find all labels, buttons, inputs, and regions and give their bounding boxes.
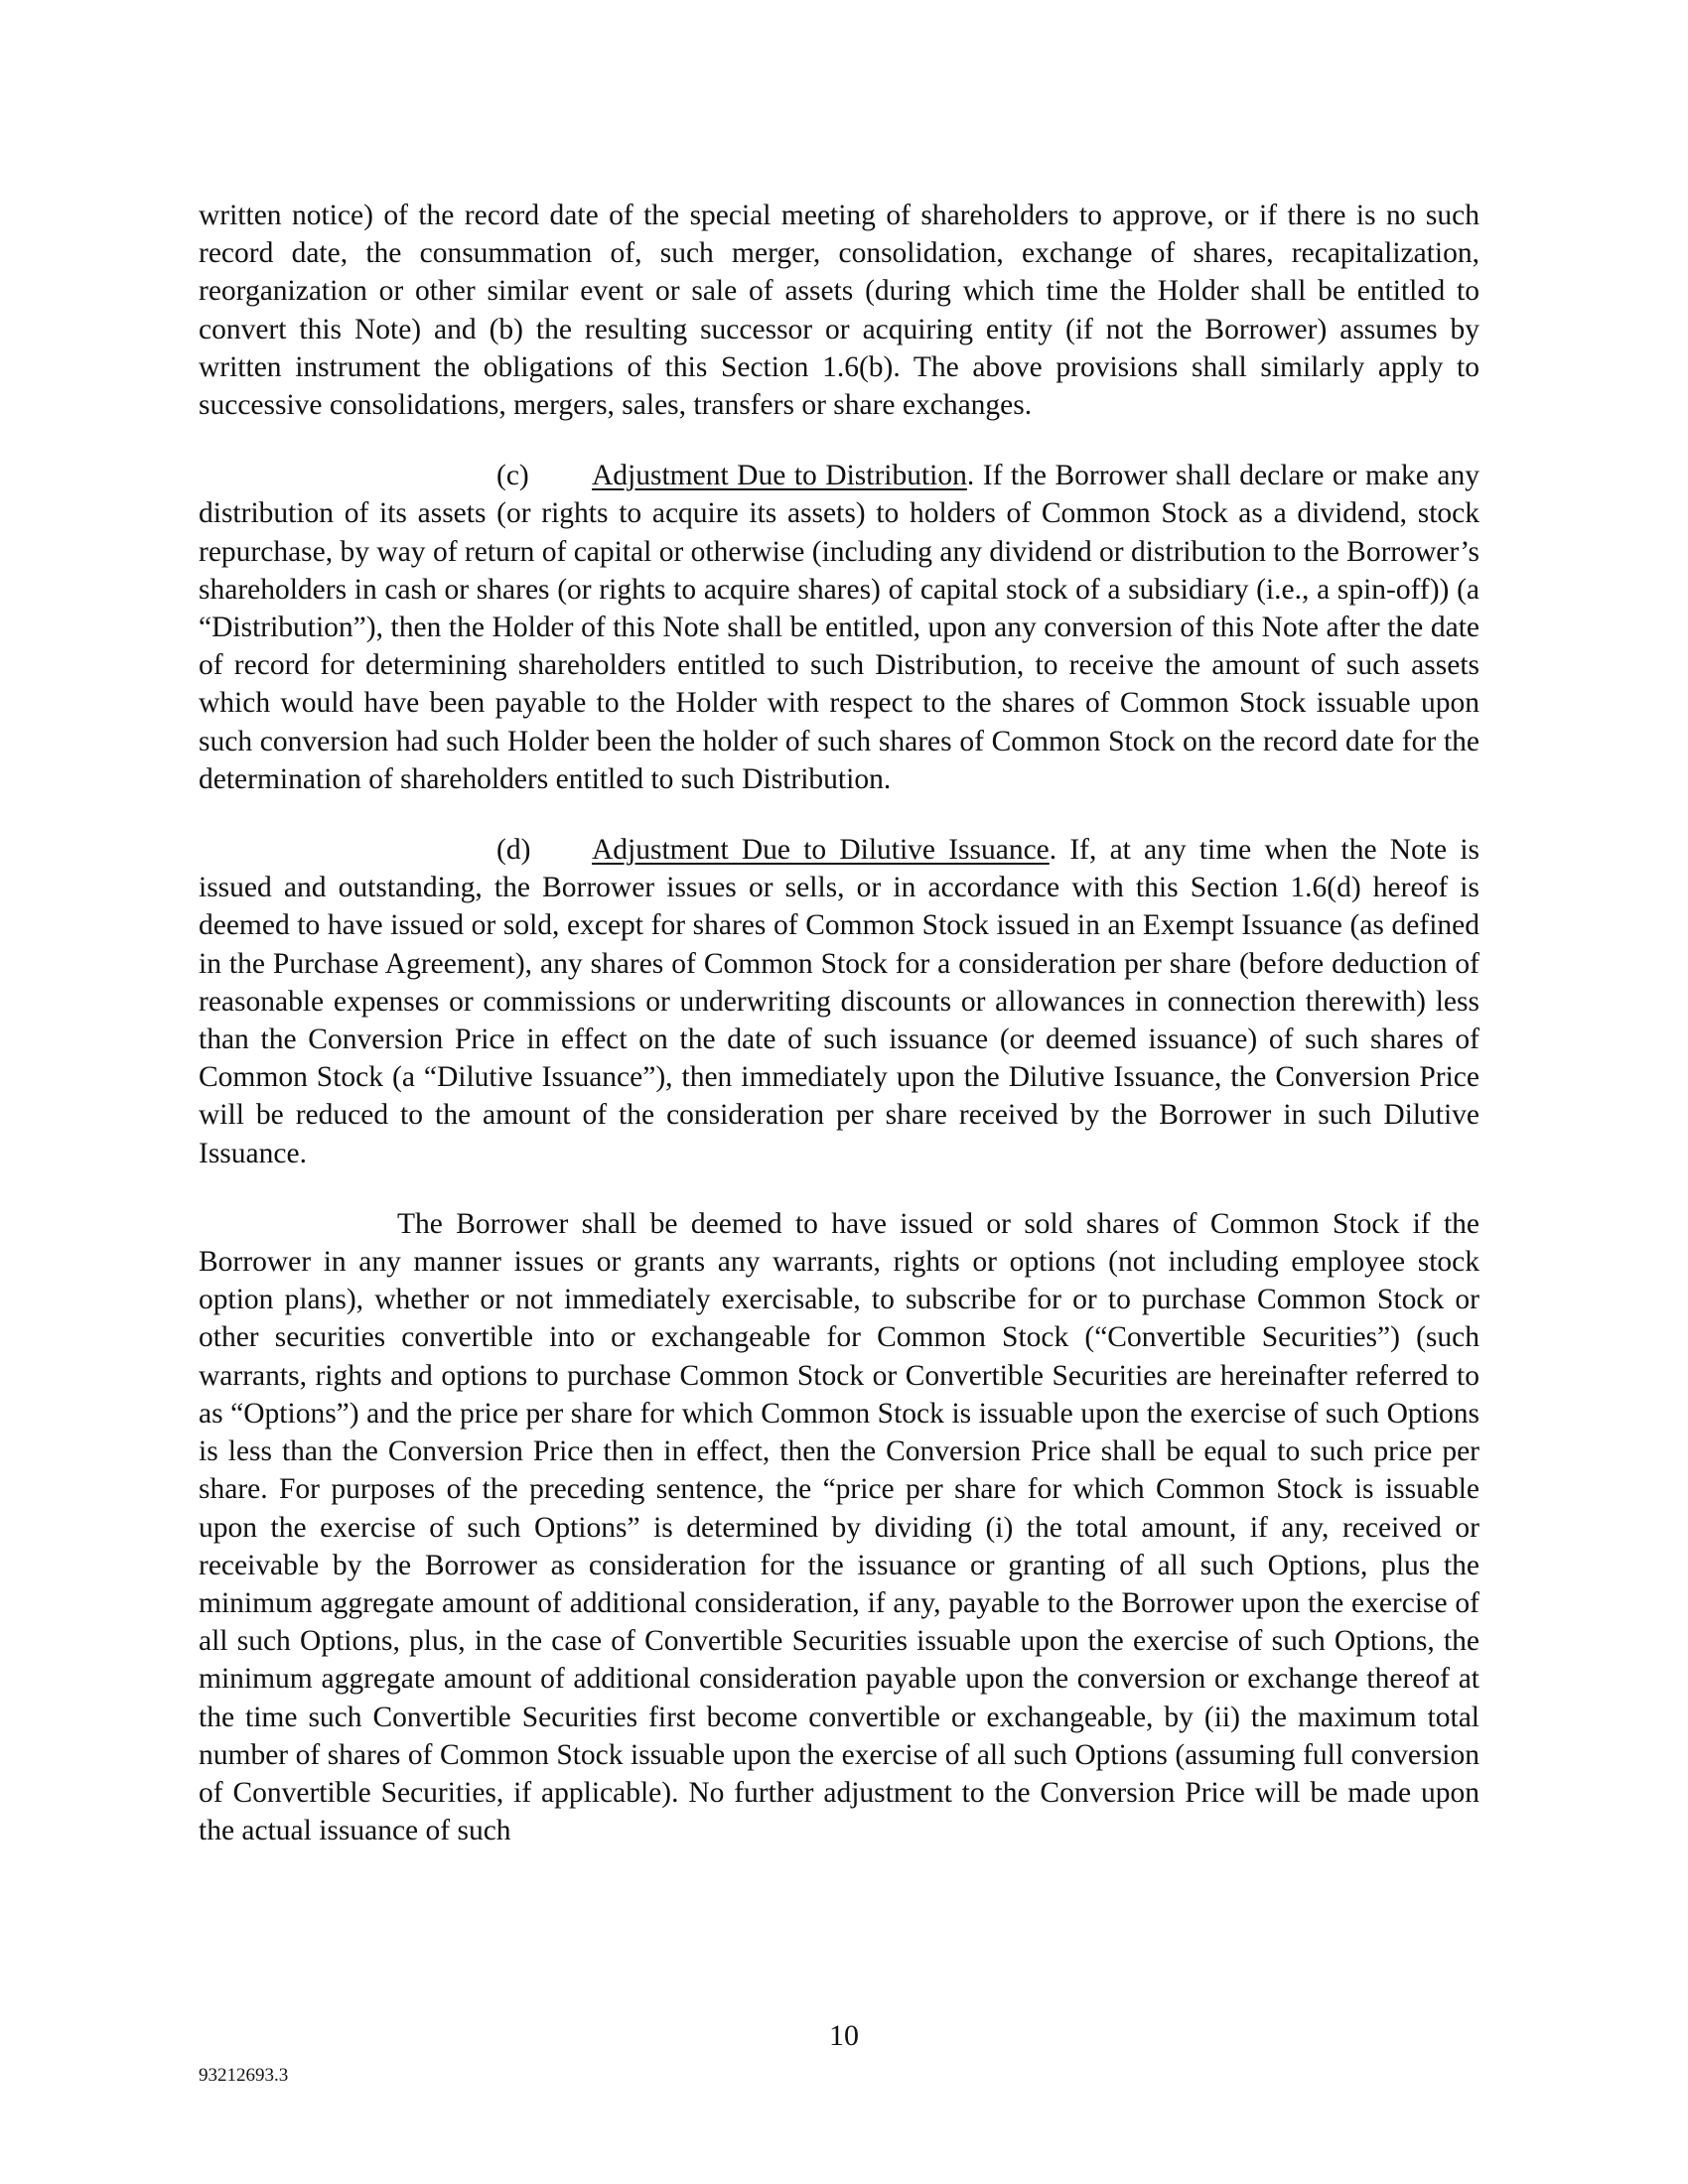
section-text: . If the Borrower shall declare or make any distribution of its assets (or rights to acquire its assets) to holders of Common Stock as a dividend, stock repurchase, by way of return of capital or otherwise (including any dividend or distribution to the Borrower’s shareholders in cash or shares (or rights to acquire shares) of capital stock of a subsidiary (i.e., a spin-off)) (a “Distribution”), then the Holder of this Note shall be entitled, upon any conversion of this Note after the date of record for determining shareholders entitled to such Distribution, to receive the amount of such assets which would have been payable to the Holder with respect to the shares of Common Stock issuable upon such conversion had such Holder been the holder of such shares of Common Stock on the record date for the determination of shareholders entitled to such Distribution.	[199, 460, 1479, 795]
paragraph-deemed-issuance	[199, 1205, 1479, 1849]
paragraph-continuation: written notice) of the record date of the special meeting of shareholders to approve, or if there is no such record date, the consummation of, such merger, consolidation, exchange of shares, recapitalization, reorganization or other similar event or sale of assets (during which time the Holder shall be entitled to convert this Note) and (b) the resulting successor or acquiring entity (if not the Borrower) assumes by written instrument the obligations of this Section 1.6(b). The above provisions shall similarly apply to successive consolidations, mergers, sales, transfers or share exchanges.	[199, 200, 1479, 422]
section-1-6-d	[199, 831, 1479, 1172]
section-label: (d)	[496, 834, 531, 867]
section-1-6-c	[199, 457, 1479, 798]
section-heading: Adjustment Due to Dilutive Issuance	[592, 834, 1050, 867]
section-text: . If, at any time when the Note is issued and outstanding, the Borrower issues or sells, or in accordance with this Section 1.6(d) hereof is deemed to have issued or sold, except for shares of Common Stock issued in an Exempt Issuance (as defined in the Purchase Agreement), any shares of Common Stock for a consideration per share (before deduction of reasonable expenses or commissions or underwriting discounts or allowances in connection therewith) less than the Conversion Price in effect on the date of such issuance (or deemed issuance) of such shares of Common Stock (a “Dilutive Issuance”), then immediately upon the Dilutive Issuance, the Conversion Price will be reduced to the amount of the consideration per share received by the Borrower in such Dilutive Issuance.	[199, 834, 1479, 1169]
section-label: (c)	[496, 460, 529, 492]
page-number: 10	[829, 2019, 859, 2052]
document-body	[199, 197, 1479, 1849]
paragraph-text: The Borrower shall be deemed to have issued or sold shares of Common Stock if the Borrower in any manner issues or grants any warrants, rights or options (not including employee stock option plans), whether or not immediately exercisable, to subscribe for or to purchase Common Stock or other securities convertible into or exchangeable for Common Stock (“Convertible Securities”) (such warrants, rights and options to purchase Common Stock or Convertible Securities are hereinafter referred to as “Options”) and the price per share for which Common Stock is issuable upon the exercise of such Options is less than the Conversion Price then in effect, then the Conversion Price shall be equal to such price per share. For purposes of the preceding sentence, the “price per share for which Common Stock is issuable upon the exercise of such Options” is determined by dividing (i) the total amount, if any, received or receivable by the Borrower as consideration for the issuance or granting of all such Options, plus the minimum aggregate amount of additional consideration, if any, payable to the Borrower upon the exercise of all such Options, plus, in the case of Convertible Securities issuable upon the exercise of such Options, the minimum aggregate amount of additional consideration payable upon the conversion or exchange thereof at the time such Convertible Securities first become convertible or exchangeable, by (ii) the maximum total number of shares of Common Stock issuable upon the exercise of all such Options (assuming full conversion of Convertible Securities, if applicable). No further adjustment to the Conversion Price will be made upon the actual issuance of such	[199, 1207, 1479, 1847]
section-heading: Adjustment Due to Distribution	[592, 460, 967, 492]
document-id: 93212693.3	[199, 2065, 289, 2086]
